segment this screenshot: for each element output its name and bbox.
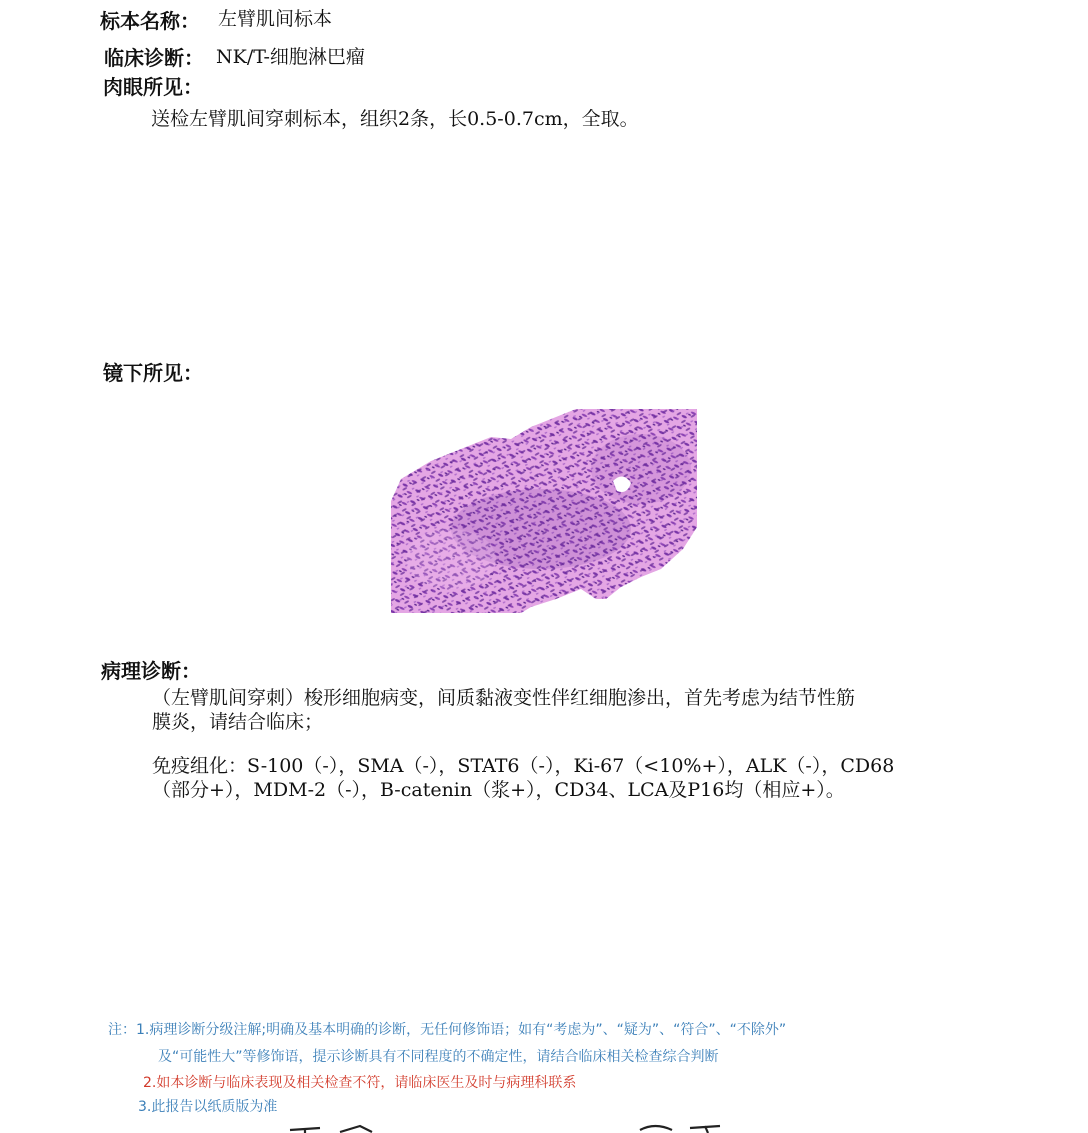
gross-label: 肉眼所见： [103,75,203,99]
clinical-label: 临床诊断： [104,46,204,70]
note-2: 2.如本诊断与临床表现及相关检查不符，请临床医生及时与病理科联系 [143,1075,577,1091]
ihc-line1: 免疫组化：S-100（-），SMA（-），STAT6（-），Ki-67（<10%+），ALK（-），CD68 [152,755,895,777]
diagnosis-line2: 膜炎，请结合临床； [152,711,324,733]
micrograph-image [391,409,697,613]
gross-text: 送检左臂肌间穿刺标本，组织2条，长0.5-0.7cm，全取。 [151,108,639,130]
specimen-label: 标本名称： [100,9,200,33]
diagnosis-line1: （左臂肌间穿刺）梭形细胞病变，间质黏液变性伴红细胞渗出，首先考虑为结节性筋 [152,687,856,709]
specimen-value: 左臂肌间标本 [218,8,333,30]
note-3: 3.此报告以纸质版为准 [138,1099,278,1115]
clinical-value: NK/T-细胞淋巴瘤 [216,46,365,68]
diagnosis-label: 病理诊断： [101,659,201,683]
note-1-line1: 注：1.病理诊断分级注解;明确及基本明确的诊断，无任何修饰语；如有“考虑为”、“疑为”、“符合”、“不除外” [108,1022,787,1038]
histology-image [391,409,697,613]
signature-strokes [280,1118,780,1133]
micro-label: 镜下所见： [103,361,203,385]
ihc-line2: （部分+），MDM-2（-），B-catenin（浆+），CD34、LCA及P16均（相应+）。 [152,779,845,801]
note-1-line2: 及“可能性大”等修饰语，提示诊断具有不同程度的不确定性，请结合临床相关检查综合判断 [158,1049,719,1065]
